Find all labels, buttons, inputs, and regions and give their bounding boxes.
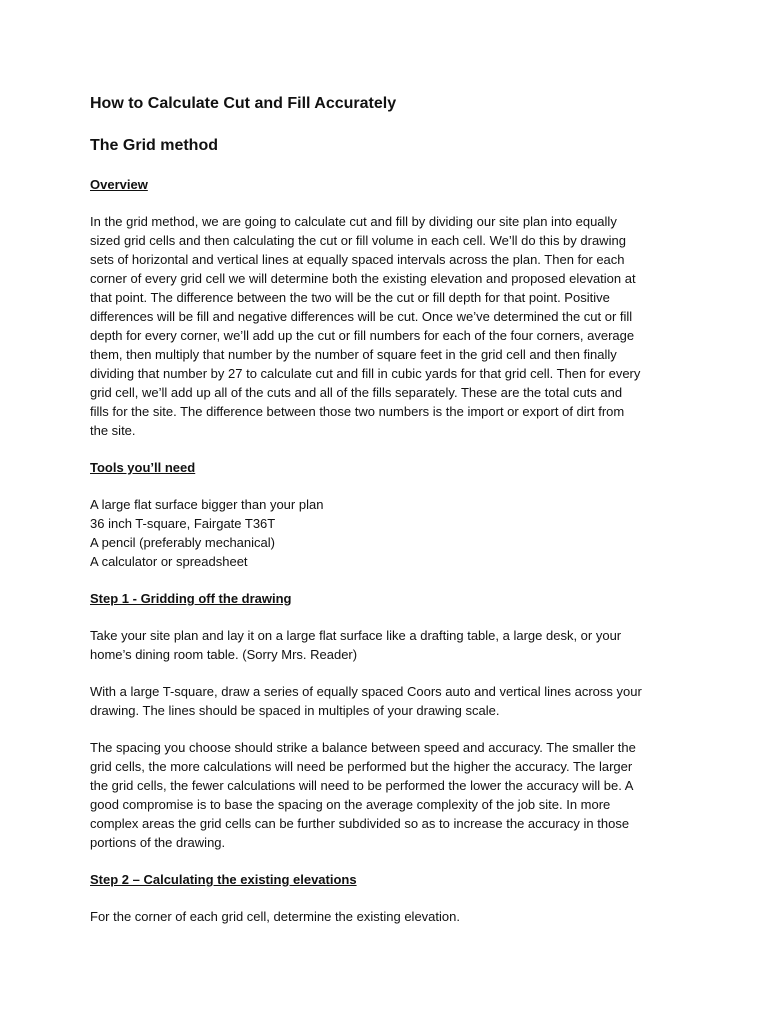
step1-heading: Step 1 - Gridding off the drawing bbox=[90, 591, 292, 606]
text-line: the grid cells, the fewer calculations will need to be performed the lower the accuracy will be. A bbox=[90, 778, 634, 793]
overview-paragraph bbox=[90, 212, 690, 440]
text-line: sets of horizontal and vertical lines at equally spaced intervals across the plan. Then for each bbox=[90, 252, 625, 267]
document-title: How to Calculate Cut and Fill Accurately bbox=[90, 95, 397, 112]
text-line: For the corner of each grid cell, determine the existing elevation. bbox=[90, 909, 460, 924]
text-line: portions of the drawing. bbox=[90, 835, 226, 850]
document-body bbox=[90, 93, 690, 926]
text-line: good compromise is to base the spacing on the average complexity of the job site. In more bbox=[90, 797, 611, 812]
step1-paragraph-1 bbox=[90, 626, 690, 664]
text-line: differences will be fill and negative differences will be cut. Once we’ve determined the cut or fill bbox=[90, 309, 633, 324]
tools-list-item: A large flat surface bigger than your plan bbox=[90, 497, 324, 512]
step1-paragraph-3 bbox=[90, 738, 690, 852]
text-line: complex areas the grid cells can be further subdivided so as to increase the accuracy in those bbox=[90, 816, 630, 831]
text-line: sized grid cells and then calculating the cut or fill volume in each cell. We’ll do this by drawing bbox=[90, 233, 626, 248]
step2-paragraph-1 bbox=[90, 907, 690, 926]
text-line: corner of every grid cell we will determine both the existing elevation and proposed elevation at bbox=[90, 271, 636, 286]
tools-list-item: 36 inch T-square, Fairgate T36T bbox=[90, 516, 276, 531]
text-line: dividing that number by 27 to calculate cut and fill in cubic yards for that grid cell. Then for every bbox=[90, 366, 641, 381]
document-subtitle: The Grid method bbox=[90, 137, 218, 154]
text-line: The spacing you choose should strike a balance between speed and accuracy. The smaller the bbox=[90, 740, 636, 755]
tools-list-item: A calculator or spreadsheet bbox=[90, 554, 248, 569]
text-line: grid cells, the more calculations will need be performed but the higher the accuracy. The larger bbox=[90, 759, 633, 774]
tools-list-item: A pencil (preferably mechanical) bbox=[90, 535, 275, 550]
overview-heading: Overview bbox=[90, 177, 148, 192]
text-line: depth for every corner, we’ll add up the cut or fill numbers for each of the four corners, average bbox=[90, 328, 635, 343]
text-line: that point. The difference between the two will be the cut or fill depth for that point. Positive bbox=[90, 290, 610, 305]
text-line: drawing. The lines should be spaced in multiples of your drawing scale. bbox=[90, 703, 500, 718]
text-line: In the grid method, we are going to calculate cut and fill by dividing our site plan into equally bbox=[90, 214, 617, 229]
step2-heading: Step 2 – Calculating the existing elevations bbox=[90, 872, 357, 887]
text-line: Take your site plan and lay it on a large flat surface like a drafting table, a large desk, or your bbox=[90, 628, 622, 643]
tools-heading: Tools you’ll need bbox=[90, 460, 196, 475]
text-line: With a large T-square, draw a series of equally spaced Coors auto and vertical lines across your bbox=[90, 684, 642, 699]
text-line: grid cell, we’ll add up all of the cuts and all of the fills separately. These are the total cuts and bbox=[90, 385, 623, 400]
text-line: home’s dining room table. (Sorry Mrs. Reader) bbox=[90, 647, 358, 662]
step1-paragraph-2 bbox=[90, 682, 690, 720]
tools-list bbox=[90, 495, 690, 571]
text-line: them, then multiply that number by the number of square feet in the grid cell and then finally bbox=[90, 347, 617, 362]
text-line: the site. bbox=[90, 423, 136, 438]
text-line: fills for the site. The difference between those two numbers is the import or export of dirt from bbox=[90, 404, 625, 419]
